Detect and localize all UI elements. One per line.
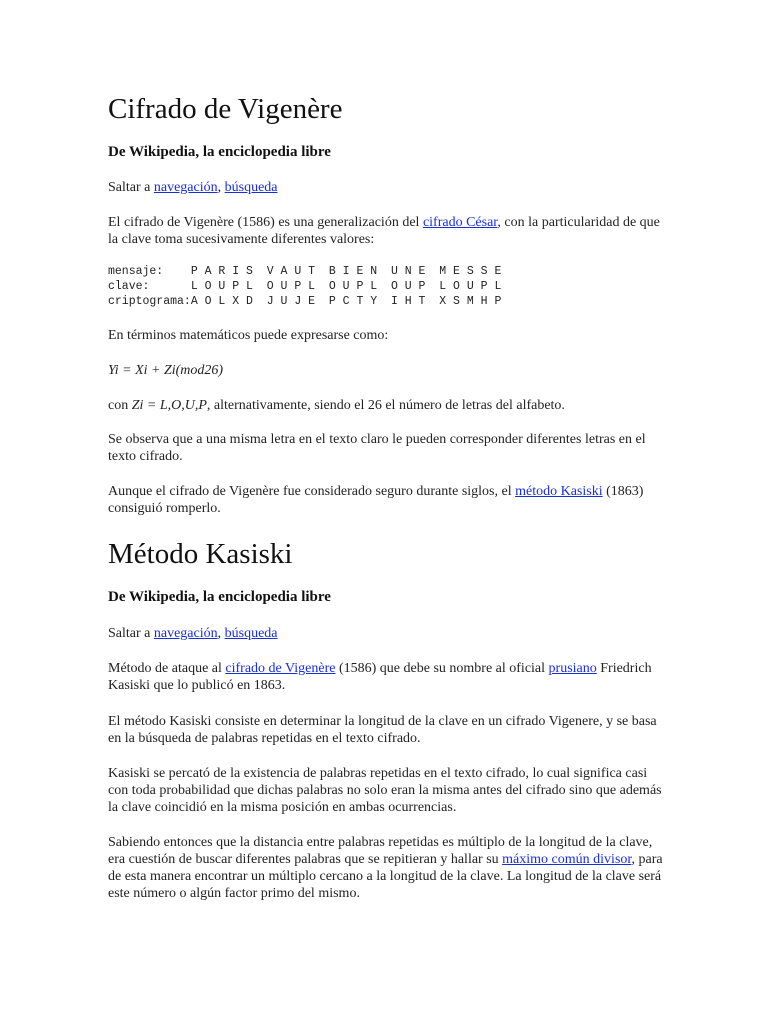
section-subtitle-kasiski: De Wikipedia, la enciclopedia libre (108, 589, 331, 605)
skip-separator-2: , (217, 626, 225, 641)
cipher-table (108, 264, 668, 309)
kasiski-paragraph-1 (108, 660, 668, 694)
kasiski-paragraph-4 (108, 834, 668, 902)
page-subtitle: De Wikipedia, la enciclopedia libre (108, 144, 331, 160)
skip-links-2 (108, 625, 668, 642)
con-paragraph (108, 397, 668, 414)
maximo-comun-divisor-link[interactable]: máximo común divisor (502, 852, 632, 867)
con-expression: Zi = L,O,U,P (131, 398, 207, 413)
section-title-kasiski: Método Kasiski (108, 538, 293, 570)
intro-text-1: El cifrado de Vigenère (1586) es una generalización del (108, 215, 423, 230)
cipher-row-criptograma: criptograma:A O L X D J U J E P C T Y I H T X S M H P (108, 295, 502, 308)
kasiski-p1-text-1: Método de ataque al (108, 661, 226, 676)
cifrado-vigenere-link[interactable]: cifrado de Vigenère (225, 661, 336, 676)
cipher-row-mensaje: mensaje: P A R I S V A U T B I E N U N E M E S S E (108, 265, 502, 278)
con-text: , alternativamente, siendo el 26 el número de letras del alfabeto. (206, 398, 565, 413)
cifrado-cesar-link[interactable]: cifrado César (422, 215, 498, 230)
formula-expression: Yi = Xi + Zi(mod26) (108, 363, 224, 378)
observe-paragraph: Se observa que a una misma letra en el texto claro le pueden corresponder diferentes letras en el texto cifrado. (108, 432, 646, 464)
kasiski-p1-text-2: (1586) que debe su nombre al oficial (335, 661, 549, 676)
navigation-link-2[interactable]: navegación (153, 626, 218, 641)
formula (108, 362, 668, 379)
skip-separator: , (217, 180, 225, 195)
skip-prefix: Saltar a (108, 180, 154, 195)
intro-text-2: , con la particularidad de que la clave toma sucesivamente diferentes valores: (108, 215, 660, 247)
page-title: Cifrado de Vigenère (108, 93, 343, 125)
navigation-link[interactable]: navegación (153, 180, 218, 195)
search-link[interactable]: búsqueda (224, 180, 278, 195)
kasiski-p1-text-3: Friedrich Kasiski que lo publicó en 1863. (108, 661, 652, 693)
aunque-text-1: Aunque el cifrado de Vigenère fue considerado seguro durante siglos, el (108, 484, 516, 499)
skip-links (108, 179, 668, 196)
intro-paragraph (108, 214, 668, 248)
kasiski-paragraph-3: Kasiski se percató de la existencia de palabras repetidas en el texto cifrado, lo cual significa casi con toda probabilidad que dichas palabras no solo eran la misma antes del cifrado sino que además la clave coincidió en la misma posición en ambas ocurrencias. (108, 766, 662, 815)
metodo-kasiski-link[interactable]: método Kasiski (515, 484, 603, 499)
search-link-2[interactable]: búsqueda (224, 626, 278, 641)
prusiano-link[interactable]: prusiano (548, 661, 597, 676)
aunque-paragraph (108, 483, 668, 517)
skip-prefix-2: Saltar a (108, 626, 154, 641)
con-prefix: con (108, 398, 132, 413)
formula-intro: En términos matemáticos puede expresarse como: (108, 328, 389, 343)
cipher-row-clave: clave: L O U P L O U P L O U P L O U P L O U P L (108, 280, 502, 293)
aunque-text-2: (1863) consiguió romperlo. (108, 484, 644, 516)
kasiski-paragraph-2: El método Kasiski consiste en determinar la longitud de la clave en un cifrado Vigenere, y se basa en la búsqueda de palabras repetidas en el texto cifrado. (108, 714, 657, 746)
kasiski-p4-text-1: Sabiendo entonces que la distancia entre palabras repetidas es múltiplo de la longitud de la clave, era cuestión de buscar diferentes palabras que se repitieran y hallar su (108, 835, 653, 867)
kasiski-p4-text-2: , para de esta manera encontrar un múltiplo cercano a la longitud de la clave. La longitud de la clave será este número o algún factor primo del mismo. (108, 852, 663, 901)
